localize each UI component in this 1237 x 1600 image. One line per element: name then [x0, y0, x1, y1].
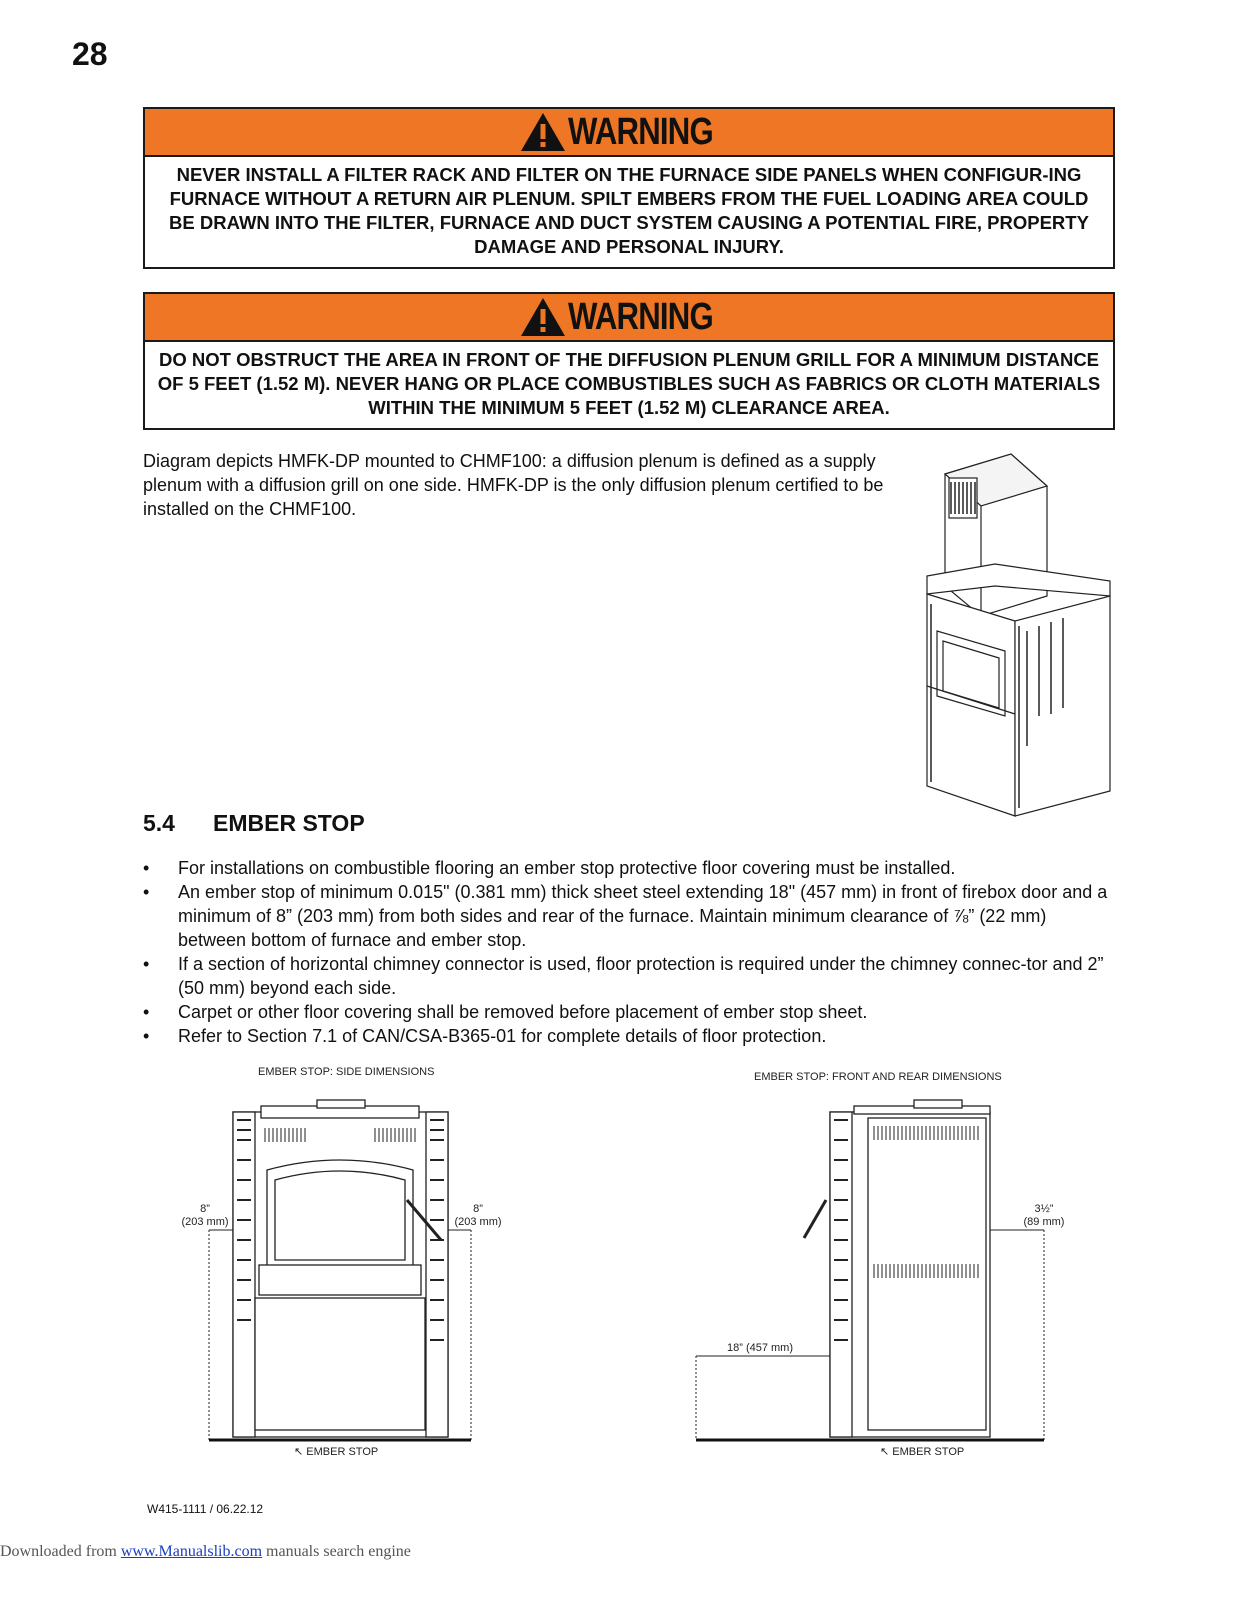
ember-stop-requirements-list — [143, 856, 1118, 1048]
bullet: • — [143, 882, 150, 902]
download-footer: Downloaded from www.Manualslib.com manuals search engine — [0, 1543, 411, 1560]
warning-triangle-icon — [520, 112, 566, 152]
side-dimensions-diagram — [205, 1100, 475, 1445]
document-code: W415-1111 / 06.22.12 — [147, 1502, 264, 1516]
section-number: 5.4 — [143, 810, 175, 836]
front-dimension: 18” (457 mm) — [726, 1342, 794, 1354]
section-heading — [143, 810, 365, 837]
warning-heading: WARNING — [568, 110, 713, 153]
furnace-with-plenum-illustration — [915, 446, 1130, 826]
bullet: • — [143, 1026, 150, 1046]
list-item: • Carpet or other floor covering shall be removed before placement of ember stop sheet. — [143, 1002, 868, 1022]
side-left-dimension: 8” (203 mm) — [181, 1203, 229, 1228]
list-item: • For installations on combustible flooring an ember stop protective floor covering must be installed. — [143, 858, 956, 878]
warning-text: DO NOT OBSTRUCT THE AREA IN FRONT OF THE DIFFUSION PLENUM GRILL FOR A MINIMUM DISTANCE OF 5 FEET (1.52 M). NEVER HANG OR PLACE COMBUSTIBLES SUCH AS FABRICS OR CLOTH MATERIALS WITHIN THE MINIMUM 5 FEET (1.52 M) CLEARANCE AREA. — [157, 349, 1101, 418]
side-right-dimension: 8” (203 mm) — [454, 1203, 502, 1228]
warning-header — [145, 109, 1113, 157]
warning-heading: WARNING — [568, 295, 713, 338]
warning-text: NEVER INSTALL A FILTER RACK AND FILTER ON THE FURNACE SIDE PANELS WHEN CONFIGUR-ING FURNACE WITHOUT A RETURN AIR PLENUM. SPILT EMBERS FROM THE FUEL LOADING AREA COULD BE DRAWN INTO THE FILTER, FURNACE AND DUCT SYSTEM CAUSING A POTENTIAL FIRE, PROPERTY DAMAGE AND PERSONAL INJURY. — [169, 164, 1089, 257]
warning-triangle-icon — [520, 297, 566, 337]
side-diagram-title: EMBER STOP: SIDE DIMENSIONS — [258, 1066, 435, 1078]
rear-dimension: 3½” (89 mm) — [1023, 1203, 1065, 1228]
list-item: • If a section of horizontal chimney connector is used, floor protection is required under the chimney connec-tor and 2” (50 mm) beyond each side. — [143, 954, 1104, 998]
front-ember-stop-label: ↖ EMBER STOP — [880, 1446, 965, 1458]
warning-box-1 — [143, 107, 1115, 269]
list-item: • An ember stop of minimum 0.015" (0.381 mm) thick sheet steel extending 18" (457 mm) in front of firebox door and a minimum of 8” (203 mm) from both sides and rear of the furnace. Maintain minimum clearance of ⅞” (22 mm) between bottom of furnace and ember stop. — [143, 882, 1108, 950]
bullet: • — [143, 954, 150, 974]
bullet: • — [143, 1002, 150, 1022]
page-number: 28 — [72, 36, 108, 72]
bullet: • — [143, 858, 150, 878]
intro-paragraph: Diagram depicts HMFK-DP mounted to CHMF100: a diffusion plenum is defined as a supply plenum with a diffusion grill on one side. HMFK-DP is the only diffusion plenum certified to be installed on the CHMF100. — [143, 451, 884, 519]
warning-header — [145, 294, 1113, 342]
section-title: EMBER STOP — [213, 810, 365, 836]
side-ember-stop-label: ↖ EMBER STOP — [294, 1446, 379, 1458]
front-rear-dimensions-diagram — [694, 1100, 1049, 1445]
manualslib-link[interactable]: www.Manualslib.com — [120, 1543, 263, 1560]
warning-box-2 — [143, 292, 1115, 430]
front-diagram-title: EMBER STOP: FRONT AND REAR DIMENSIONS — [754, 1071, 1002, 1083]
list-item: • Refer to Section 7.1 of CAN/CSA-B365-01 for complete details of floor protection. — [143, 1026, 827, 1046]
